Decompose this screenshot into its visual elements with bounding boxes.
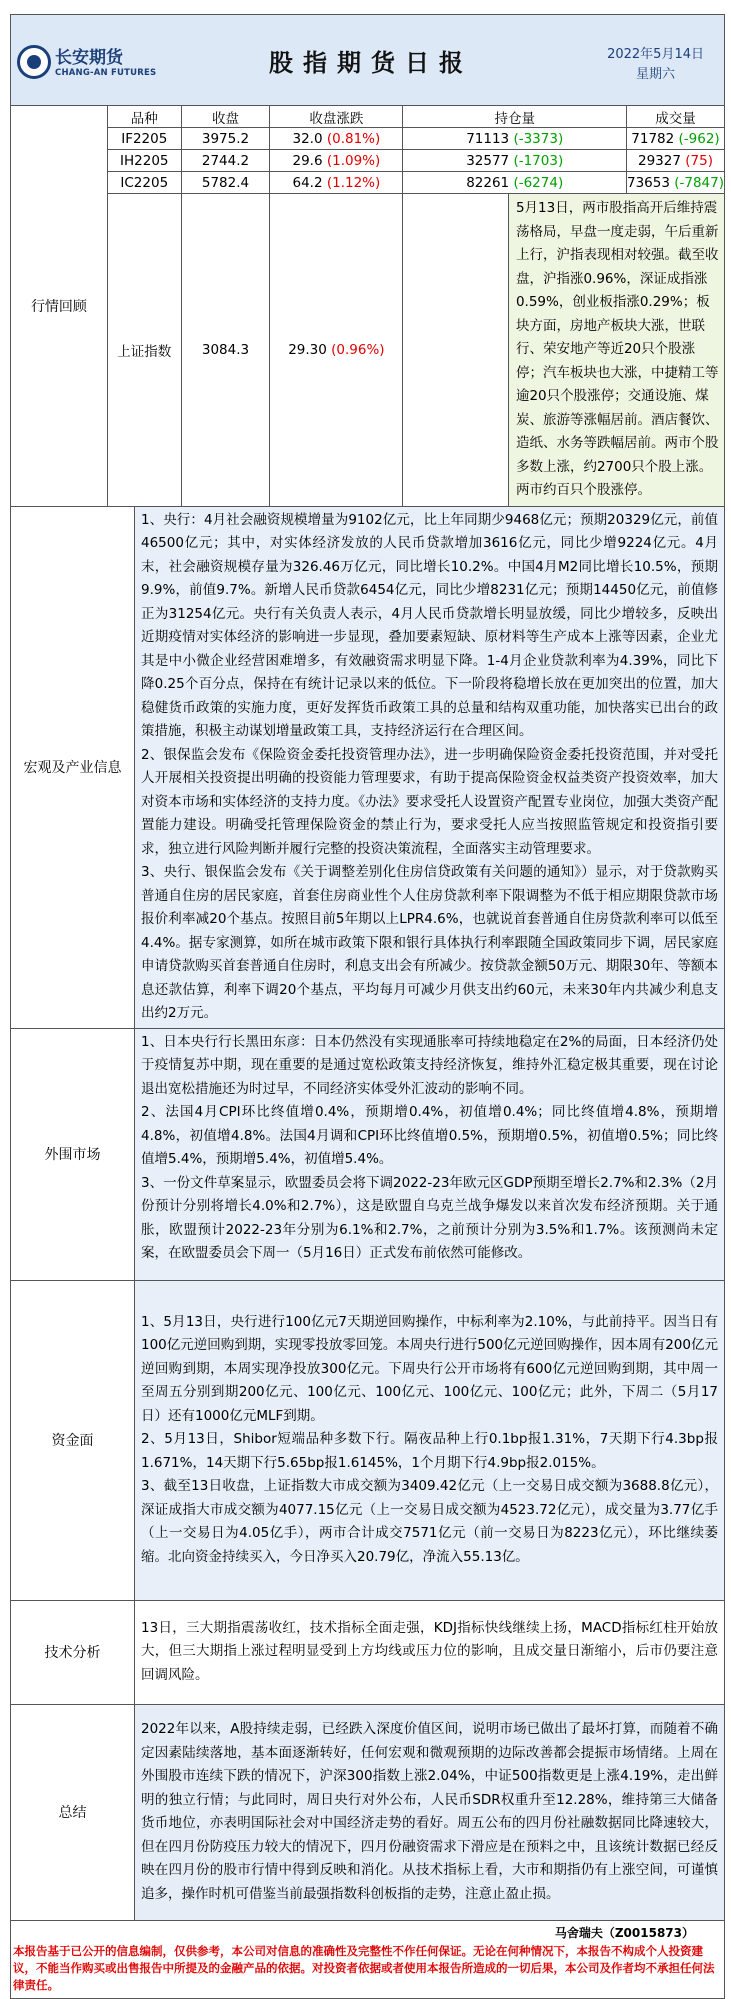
report-date-block [607, 45, 704, 85]
volume: 29327 (75) [626, 150, 724, 172]
close-price: 2744.2 [181, 150, 270, 172]
index-name: 上证指数 [107, 194, 181, 507]
paragraph: 3、一份文件草案显示，欧盟委员会将下调2022-23年欧元区GDP预期至增长2.7%和2.3%（2月份预计分别将增长4.0%和2.7%），这是欧盟自乌克兰战争爆发以来首次发布经济预期。关于通胀，欧盟预计2022-23年分别为6.1%和2.7%，之前预计分别为3.5%和1.7%。该预测尚未定案，在欧盟委员会下周一（5月16日）正式发布前依然可能修改。 [141, 1174, 718, 1261]
column-header: 品种 [107, 106, 181, 128]
section-body [135, 1704, 725, 1920]
close-price: 3975.2 [181, 128, 270, 150]
column-header: 持仓量 [403, 106, 627, 128]
author-signature: 马舍瑞夫（Z0015873） [554, 1925, 694, 1940]
paragraph: 2、法国4月CPI环比终值增0.4%，预期增0.4%，初值增0.4%；同比终值增4.8%，预期增4.8%，初值增4.8%。法国4月调和CPI环比终值增0.5%，预期增0.5%，初值增0.5%；同比终值增5.4%，预期增5.4%，初值增5.4%。 [141, 1104, 718, 1167]
section-body [135, 1028, 725, 1280]
index-close: 3084.3 [181, 194, 270, 507]
technical-section [10, 1600, 725, 1705]
report-header [10, 14, 725, 106]
paragraph: 1、央行：4月社会融资规模增量为9102亿元，比上年同期少9468亿元；预期20329亿元，前值46500亿元；其中，对实体经济发放的人民币贷款增加3616亿元，同比少增9224亿元。4月末，社会融资规模存量为326.46万亿元，同比增长10.2%。中国4月M2同比增长10.5%，预期9.9%，前值9.7%。新增人民币贷款6454亿元，同比少增8231亿元；预期14450亿元，前值修正为31254亿元。央行有关负责人表示，4月人民币贷款增长明显放缓，同比少增较多，反映出近期疫情对实体经济的影响进一步显现，叠加要素短缺、原材料等生产成本上涨等因素，企业尤其是中小微企业经营困难增多，有效融资需求明显下降。1-4月企业贷款利率为4.39%，同比下降0.25个百分点，保持在有统计记录以来的低位。下一阶段将稳增长放在更加突出的位置，加大稳健货币政策的实施力度，更好发挥货币政策工具的总量和结构双重功能，加快落实已出台的政策措施，积极主动谋划增量政策工具，支持经济运行在合理区间。 [141, 511, 718, 739]
liquidity-section [10, 1280, 725, 1601]
open-interest: 71113 (-3373) [403, 128, 627, 150]
column-header: 收盘 [181, 106, 270, 128]
overseas-section [10, 1028, 725, 1281]
volume: 71782 (-962) [626, 128, 724, 150]
close-change: 29.6 (1.09%) [270, 150, 403, 172]
section-label: 外围市场 [11, 1028, 135, 1280]
logo-name-en: CHANG-AN FUTURES [55, 68, 157, 78]
open-interest: 82261 (-6274) [403, 172, 627, 194]
report-weekday: 星期六 [636, 67, 676, 82]
open-interest: 32577 (-1703) [403, 150, 627, 172]
logo-emblem-icon [17, 45, 51, 79]
paragraph: 13日，三大期指震荡收红，技术指标全面走强，KDJ指标快线继续上扬，MACD指标红柱开始放大，但三大期指上涨过程明显受到上方均线或压力位的影响，且成交量日渐缩小，后市仍要注意回调风险。 [141, 1619, 718, 1683]
close-change: 32.0 (0.81%) [270, 128, 403, 150]
paragraph: 2、5月13日，Shibor短端品种多数下行。隔夜品种上行0.1bp报1.31%，7天期下行4.3bp报1.671%，14天期下行5.65bp报1.6145%，1个月期下行4.9bp报2.015%。 [141, 1431, 718, 1471]
logo-name-cn: 长安期货 [55, 48, 123, 68]
quote-header-row [11, 106, 725, 128]
contract-name: IH2205 [107, 150, 181, 172]
section-label: 行情回顾 [11, 106, 108, 507]
section-label: 宏观及产业信息 [11, 506, 135, 1028]
report-page [10, 14, 725, 1999]
contract-name: IC2205 [107, 172, 181, 194]
section-label: 技术分析 [11, 1600, 135, 1704]
section-body [135, 506, 725, 1028]
market-review-table [10, 105, 725, 507]
close-price: 5782.4 [181, 172, 270, 194]
company-logo [17, 41, 157, 85]
column-header: 收盘涨跌 [270, 106, 403, 128]
paragraph: 2、银保监会发布《保险资金委托投资管理办法》，进一步明确保险资金委托投资范围，并对受托人开展相关投资提出明确的投资能力管理要求，有助于提高保险资金权益类资产投资效率，加大对资本市场和实体经济的支持力度。《办法》要求受托人设置资产配置专业岗位，加强大类资产配置能力建设。明确受托管理保险资金的禁止行为，要求受托人应当按照监管规定和投资指引要求，独立进行风险判断并履行完整的投资决策流程，全面落实主动管理要求。 [141, 746, 718, 857]
quote-row [11, 128, 725, 150]
close-change: 64.2 (1.12%) [270, 172, 403, 194]
paragraph: 3、央行、银保监会发布《关于调整差别化住房信贷政策有关问题的通知》）显示，对于贷款购买普通自住房的居民家庭，首套住房商业性个人住房贷款利率下限调整为不低于相应期限贷款市场报价利率减20个基点。按照目前5年期以上LPR4.6%，也就说首套普通自住房贷款利率可以低至4.4%。据专家测算，如所在城市政策下限和银行具体执行利率跟随全国政策同步下调，居民家庭申请贷款购买首套普通自住房时，利息支出会有所减少。按贷款金额50万元、期限30年、等额本息还款估算，利率下调20个基点，平均每月可减少月供支出约60元，未来30年内共减少利息支出约2万元。 [141, 864, 718, 1021]
report-title: 股指期货日报 [269, 49, 473, 77]
column-header: 成交量 [626, 106, 724, 128]
section-label: 总结 [11, 1704, 135, 1920]
report-date: 2022年5月14日 [607, 47, 704, 62]
volume: 73653 (-7847) [626, 172, 724, 194]
paragraph: 1、日本央行行长黑田东彦：日本仍然没有实现通胀率可持续地稳定在2%的局面，日本经济仍处于疫情复苏中期，现在重要的是通过宽松政策支持经济恢复，维持外汇稳定极其重要，现在讨论退出宽松措施还为时过早，不同经济实体受外汇波动的影响不同。 [141, 1033, 718, 1097]
quote-row [11, 172, 725, 194]
paragraph: 2022年以来，A股持续走弱，已经跌入深度价值区间，说明市场已做出了最坏打算，而随着不确定因素陆续落地，基本面逐渐转好，任何宏观和微观预期的边际改善都会提振市场情绪。上周在外围股市连续下跌的情况下，沪深300指数上涨2.04%，中证500指数更是上涨4.19%，走出鲜明的独立行情；与此同时，周日央行对外公布，人民币SDR权重升至12.28%，维持第三大储备货币地位，亦表明国际社会对中国经济走势的看好。周五公布的四月份社融数据同比降速较大，但在四月份防疫压力较大的情况下，四月份融资需求下滑应是在预料之中，且该统计数据已经反映在四月份的股市行情中得到反映和消化。从技术指标上看，大市和期指仍有上涨空间，可谨慎追多，操作时机可借鉴当前最强指数科创板指的走势，注意止盈止损。 [141, 1721, 718, 1902]
paragraph: 1、5月13日，央行进行100亿元7天期逆回购操作，中标利率为2.10%，与此前持平。因当日有100亿元逆回购到期，实现零投放零回笼。本周央行进行500亿元逆回购操作，因本周有200亿元逆回购到期，本周实现净投放300亿元。下周央行公开市场将有600亿元逆回购到期，其中周一至周五分别到期200亿元、100亿元、100亿元、100亿元、100亿元；此外，下周二（5月17日）还有1000亿元MLF到期。 [141, 1313, 718, 1424]
macro-section [10, 506, 725, 1029]
summary-section [10, 1704, 725, 1921]
index-change: 29.30 (0.96%) [270, 194, 403, 507]
section-body [135, 1280, 725, 1600]
paragraph: 3、截至13日收盘，上证指数大市成交额为3409.42亿元（上一交易日成交额为3688.8亿元），深证成指大市成交额为4077.15亿元（上一交易日成交额为4523.72亿元），成交量为3.77亿手（上一交易日为4.05亿手），两市合计成交7571亿元（前一交易日为8223亿元），环比继续萎缩。北向资金持续买入，今日净买入20.79亿，净流入55.13亿。 [141, 1478, 718, 1565]
disclaimer-text: 本报告基于已公开的信息编制，仅供参考，本公司对信息的准确性及完整性不作任何保证。无论在何种情况下，本报告不构成个人投资建议，不能当作购买或出售报告中所提及的金融产品的依据。对投资者依据或者使用本报告所造成的一切后果，本公司及作者均不承担任何法律责任。 [13, 1943, 715, 1992]
quote-row [11, 150, 725, 172]
report-footer [10, 1920, 725, 1999]
index-row [11, 194, 725, 507]
contract-name: IF2205 [107, 128, 181, 150]
section-label: 资金面 [11, 1280, 135, 1600]
section-body [135, 1600, 725, 1704]
market-review-text: 5月13日，两市股指高开后维持震荡格局，早盘一度走弱，午后重新上行，沪指表现相对较强。截至收盘，沪指涨0.96%，深证成指涨0.59%，创业板指涨0.29%；板块方面，房地产板块大涨，世联行、荣安地产等近20只个股涨停；汽车板块也大涨，中捷精工等逾20只个股涨停；交通设施、煤炭、旅游等涨幅居前。酒店餐饮、造纸、水务等跌幅居前。两市个股多数上涨，约2700只个股上涨。两市约百只个股涨停。 [508, 194, 724, 507]
